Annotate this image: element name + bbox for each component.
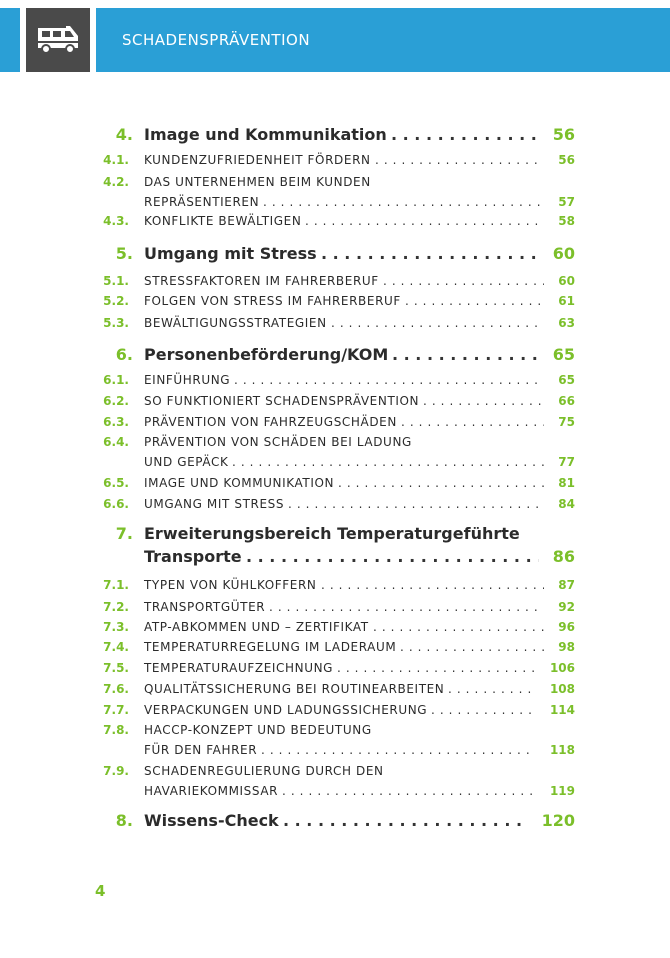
toc-title: STRESSFAKTOREN IM FAHRERBERUF bbox=[144, 274, 379, 288]
toc-title: KUNDENZUFRIEDENHEIT FÖRDERN bbox=[144, 153, 371, 167]
toc-title: TEMPERATURREGELUNG IM LADERAUM bbox=[144, 640, 397, 654]
header-left-strip bbox=[0, 8, 20, 72]
page-number: 4 bbox=[95, 882, 106, 900]
toc-leader-dots bbox=[337, 658, 536, 678]
toc-number: 7.9. bbox=[103, 764, 129, 778]
toc-leader-dots bbox=[263, 192, 544, 212]
toc-number: 5.1. bbox=[103, 274, 129, 288]
toc-page-number: 118 bbox=[549, 743, 575, 757]
toc-leader-dots bbox=[282, 781, 536, 801]
toc-number: 7.3. bbox=[103, 620, 129, 634]
toc-leader-dots bbox=[234, 370, 544, 390]
toc-leader-dots bbox=[232, 452, 544, 472]
toc-entry[interactable] bbox=[0, 271, 670, 291]
toc-title: Umgang mit Stress bbox=[144, 244, 317, 263]
toc-title: TRANSPORTGÜTER bbox=[144, 600, 266, 614]
toc-number: 6.1. bbox=[103, 373, 129, 387]
toc-title: HAVARIEKOMMISSAR bbox=[144, 784, 279, 798]
toc-leader-dots bbox=[283, 809, 528, 832]
toc-number: 4.2. bbox=[103, 175, 129, 189]
toc-leader-dots bbox=[448, 679, 536, 699]
toc-page-number: 65 bbox=[552, 345, 575, 364]
toc-number: 7.8. bbox=[103, 723, 129, 737]
toc-entry[interactable] bbox=[0, 412, 670, 432]
toc-title: IMAGE UND KOMMUNIKATION bbox=[144, 476, 335, 490]
toc-page-number: 84 bbox=[558, 497, 575, 511]
toc-leader-dots bbox=[405, 291, 544, 311]
toc-entry[interactable] bbox=[0, 150, 670, 170]
toc-page-number: 108 bbox=[549, 682, 575, 696]
toc-title: KONFLIKTE BEWÄLTIGEN bbox=[144, 214, 302, 228]
toc-page-number: 60 bbox=[552, 244, 575, 263]
toc-title: Personenbeförderung/KOM bbox=[144, 345, 389, 364]
toc-page-number: 56 bbox=[558, 153, 575, 167]
toc-number: 6.5. bbox=[103, 476, 129, 490]
toc-number: 8. bbox=[115, 811, 133, 830]
toc-page-number: 92 bbox=[558, 600, 575, 614]
toc-title: EINFÜHRUNG bbox=[144, 373, 231, 387]
toc-page-number: 114 bbox=[549, 703, 575, 717]
toc-page-number: 106 bbox=[549, 661, 575, 675]
toc-entry[interactable] bbox=[0, 597, 670, 617]
toc-entry[interactable] bbox=[0, 761, 670, 801]
toc-entry[interactable] bbox=[0, 343, 670, 366]
toc-entry[interactable] bbox=[0, 617, 670, 637]
toc-leader-dots bbox=[401, 412, 544, 432]
toc-title: FOLGEN VON STRESS IM FAHRERBERUF bbox=[144, 294, 401, 308]
toc-entry[interactable] bbox=[0, 679, 670, 699]
toc-leader-dots bbox=[261, 740, 536, 760]
toc-title: QUALITÄTSSICHERUNG BEI ROUTINEARBEITEN bbox=[144, 682, 445, 696]
toc-title: BEWÄLTIGUNGSSTRATEGIEN bbox=[144, 316, 327, 330]
toc-leader-dots bbox=[321, 575, 544, 595]
toc-leader-dots bbox=[375, 150, 544, 170]
toc-number: 6.2. bbox=[103, 394, 129, 408]
toc-leader-dots bbox=[331, 313, 544, 333]
toc-number: 6.3. bbox=[103, 415, 129, 429]
toc-entry[interactable] bbox=[0, 291, 670, 311]
toc-number: 7.1. bbox=[103, 578, 129, 592]
header-bar bbox=[96, 8, 670, 72]
toc-number: 4.1. bbox=[103, 153, 129, 167]
toc-entry[interactable] bbox=[0, 432, 670, 472]
toc-leader-dots bbox=[321, 242, 539, 265]
van-icon bbox=[36, 22, 80, 56]
header-title: SCHADENSPRÄVENTION bbox=[122, 31, 311, 49]
toc-page-number: 77 bbox=[558, 455, 575, 469]
toc-entry[interactable] bbox=[0, 720, 670, 760]
toc-page-number: 120 bbox=[541, 811, 575, 830]
header-icon-box bbox=[26, 8, 90, 72]
toc-number: 6.6. bbox=[103, 497, 129, 511]
toc-entry[interactable] bbox=[0, 242, 670, 265]
toc-number: 7. bbox=[115, 524, 133, 543]
toc-title: HACCP-KONZEPT UND BEDEUTUNG bbox=[144, 723, 372, 737]
toc-title: SO FUNKTIONIERT SCHADENSPRÄVENTION bbox=[144, 394, 420, 408]
toc-title: PRÄVENTION VON FAHRZEUGSCHÄDEN bbox=[144, 415, 397, 429]
toc-number: 7.7. bbox=[103, 703, 129, 717]
toc-page-number: 119 bbox=[549, 784, 575, 798]
toc-page-number: 66 bbox=[558, 394, 575, 408]
toc-title: Erweiterungsbereich Temperaturgeführte bbox=[144, 524, 520, 543]
toc-entry[interactable] bbox=[0, 313, 670, 333]
toc-entry[interactable] bbox=[0, 637, 670, 657]
toc-page-number: 65 bbox=[558, 373, 575, 387]
toc-title: DAS UNTERNEHMEN BEIM KUNDEN bbox=[144, 175, 371, 189]
toc-entry[interactable] bbox=[0, 370, 670, 390]
toc-title: VERPACKUNGEN UND LADUNGSSICHERUNG bbox=[144, 703, 428, 717]
toc-title: ATP-ABKOMMEN UND – ZERTIFIKAT bbox=[144, 620, 369, 634]
toc-title: FÜR DEN FAHRER bbox=[144, 743, 258, 757]
toc-page-number: 86 bbox=[552, 547, 575, 566]
toc-title: TYPEN VON KÜHLKOFFERN bbox=[144, 578, 317, 592]
toc-number: 4. bbox=[115, 125, 133, 144]
toc-page-number: 58 bbox=[558, 214, 575, 228]
toc-entry[interactable] bbox=[0, 391, 670, 411]
toc-title: UMGANG MIT STRESS bbox=[144, 497, 285, 511]
toc-leader-dots bbox=[305, 211, 544, 231]
toc-title: Transporte bbox=[144, 547, 242, 566]
toc-number: 5.2. bbox=[103, 294, 129, 308]
toc-entry[interactable] bbox=[0, 172, 670, 212]
toc-entry[interactable] bbox=[0, 575, 670, 595]
toc-leader-dots bbox=[269, 597, 544, 617]
toc-title: UND GEPÄCK bbox=[144, 455, 229, 469]
toc-leader-dots bbox=[431, 700, 536, 720]
toc-leader-dots bbox=[392, 343, 539, 366]
toc-page-number: 60 bbox=[558, 274, 575, 288]
toc-page-number: 96 bbox=[558, 620, 575, 634]
toc-leader-dots bbox=[400, 637, 544, 657]
toc-leader-dots bbox=[246, 545, 539, 568]
toc-leader-dots bbox=[383, 271, 544, 291]
toc-leader-dots bbox=[423, 391, 544, 411]
toc-title: SCHADENREGULIERUNG DURCH DEN bbox=[144, 764, 384, 778]
toc-page-number: 63 bbox=[558, 316, 575, 330]
toc-entry[interactable] bbox=[0, 211, 670, 231]
toc-number: 5.3. bbox=[103, 316, 129, 330]
toc-leader-dots bbox=[338, 473, 544, 493]
toc-number: 5. bbox=[115, 244, 133, 263]
toc-entry[interactable] bbox=[0, 809, 670, 832]
toc-title: PRÄVENTION VON SCHÄDEN BEI LADUNG bbox=[144, 435, 412, 449]
toc-title: REPRÄSENTIEREN bbox=[144, 195, 260, 209]
toc-page-number: 98 bbox=[558, 640, 575, 654]
toc-entry[interactable] bbox=[0, 494, 670, 514]
toc-title: Image und Kommunikation bbox=[144, 125, 387, 144]
toc-title: TEMPERATURAUFZEICHNUNG bbox=[144, 661, 334, 675]
toc-number: 4.3. bbox=[103, 214, 129, 228]
toc-page-number: 61 bbox=[558, 294, 575, 308]
toc-page-number: 75 bbox=[558, 415, 575, 429]
toc-page-number: 57 bbox=[558, 195, 575, 209]
toc-page-number: 87 bbox=[558, 578, 575, 592]
toc-entry[interactable] bbox=[0, 700, 670, 720]
toc-number: 7.6. bbox=[103, 682, 129, 696]
toc-number: 7.2. bbox=[103, 600, 129, 614]
toc-page-number: 81 bbox=[558, 476, 575, 490]
toc-leader-dots bbox=[373, 617, 544, 637]
toc-number: 7.5. bbox=[103, 661, 129, 675]
toc-number: 7.4. bbox=[103, 640, 129, 654]
toc-entry[interactable] bbox=[0, 658, 670, 678]
toc-entry[interactable] bbox=[0, 522, 670, 568]
toc-entry[interactable] bbox=[0, 473, 670, 493]
toc-leader-dots bbox=[391, 123, 539, 146]
toc-number: 6.4. bbox=[103, 435, 129, 449]
toc-leader-dots bbox=[288, 494, 544, 514]
toc-entry[interactable] bbox=[0, 123, 670, 146]
toc-page-number: 56 bbox=[552, 125, 575, 144]
toc-number: 6. bbox=[115, 345, 133, 364]
toc-title: Wissens-Check bbox=[144, 811, 279, 830]
